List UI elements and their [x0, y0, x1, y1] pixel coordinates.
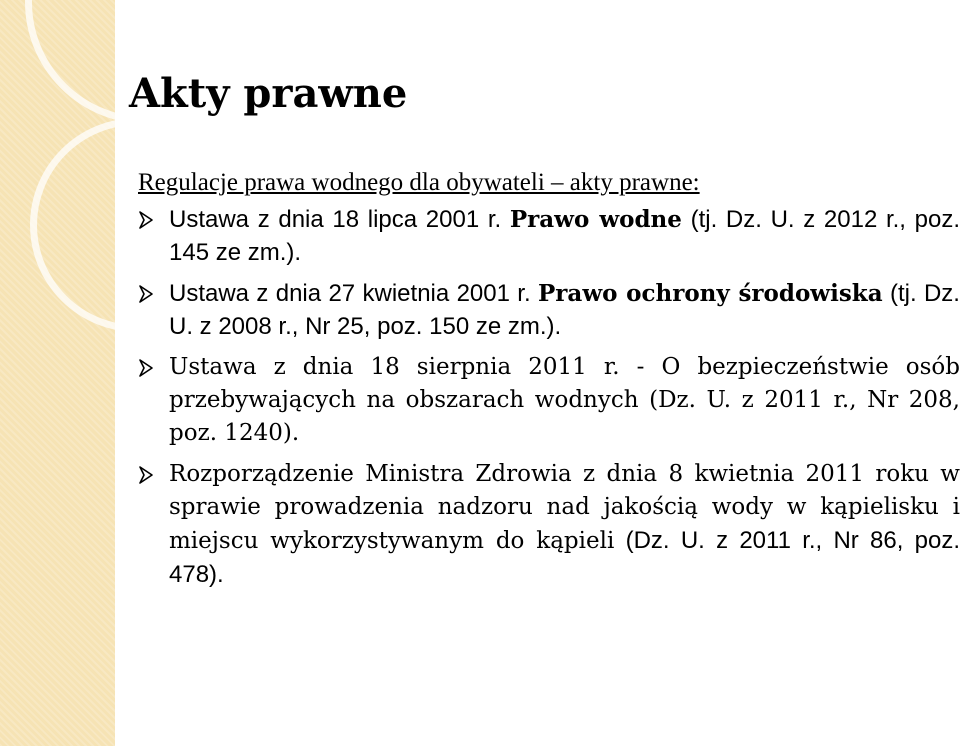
list-item-text-post: (Dz. U. z 2011 r., Nr 208, poz. 1240).: [169, 387, 960, 446]
decorative-circle: [25, 0, 115, 124]
list-item: [138, 277, 960, 343]
arrowhead-bullet-icon: [138, 284, 154, 304]
list-item: [138, 351, 960, 450]
arrowhead-bullet-icon: [138, 358, 154, 378]
decorative-side-band: [0, 0, 115, 746]
list-item-text-post: (tj. Dz. U. z 2012 r., poz. 145 ze zm.).: [169, 206, 960, 266]
list-item: [138, 203, 960, 269]
list-item-text: [169, 203, 960, 269]
list-item-text-post: (tj. Dz. U. z 2008 r., Nr 25, poz. 150 ze zm.).: [169, 280, 960, 340]
list-item-text-pre: Ustawa z dnia 27 kwietnia 2001 r.: [169, 280, 538, 307]
list-item: [138, 458, 960, 592]
list-item-text-post: (Dz. U. z 2011 r., Nr 86, poz. 478).: [169, 527, 960, 588]
arrowhead-bullet-icon: [138, 210, 154, 230]
list-item-text: [169, 277, 960, 343]
list-item-text: [169, 351, 960, 450]
list-item-text-bold: Prawo wodne: [509, 206, 682, 233]
legal-acts-list: [138, 203, 960, 600]
list-item-text-pre: Ustawa z dnia 18 sierpnia 2011 r. - O bezpieczeństwie osób przebywających na obszarach wodnych: [169, 354, 960, 413]
slide-subtitle: Regulacje prawa wodnego dla obywateli – akty prawne:: [138, 169, 700, 196]
list-item-text-pre: Ustawa z dnia 18 lipca 2001 r.: [169, 206, 510, 233]
slide-title: Akty prawne: [129, 70, 408, 117]
list-item-text-bold: Prawo ochrony środowiska: [538, 280, 883, 307]
list-item-text-pre: Rozporządzenie Ministra Zdrowia z dnia 8 kwietnia 2011 roku w sprawie prowadzenia nadzoru nad jakością wody w kąpielisku i miejscu wykorzystywanym do kąpieli: [169, 461, 960, 554]
decorative-circle: [30, 118, 115, 332]
list-item-text: [169, 458, 960, 592]
arrowhead-bullet-icon: [138, 465, 154, 485]
